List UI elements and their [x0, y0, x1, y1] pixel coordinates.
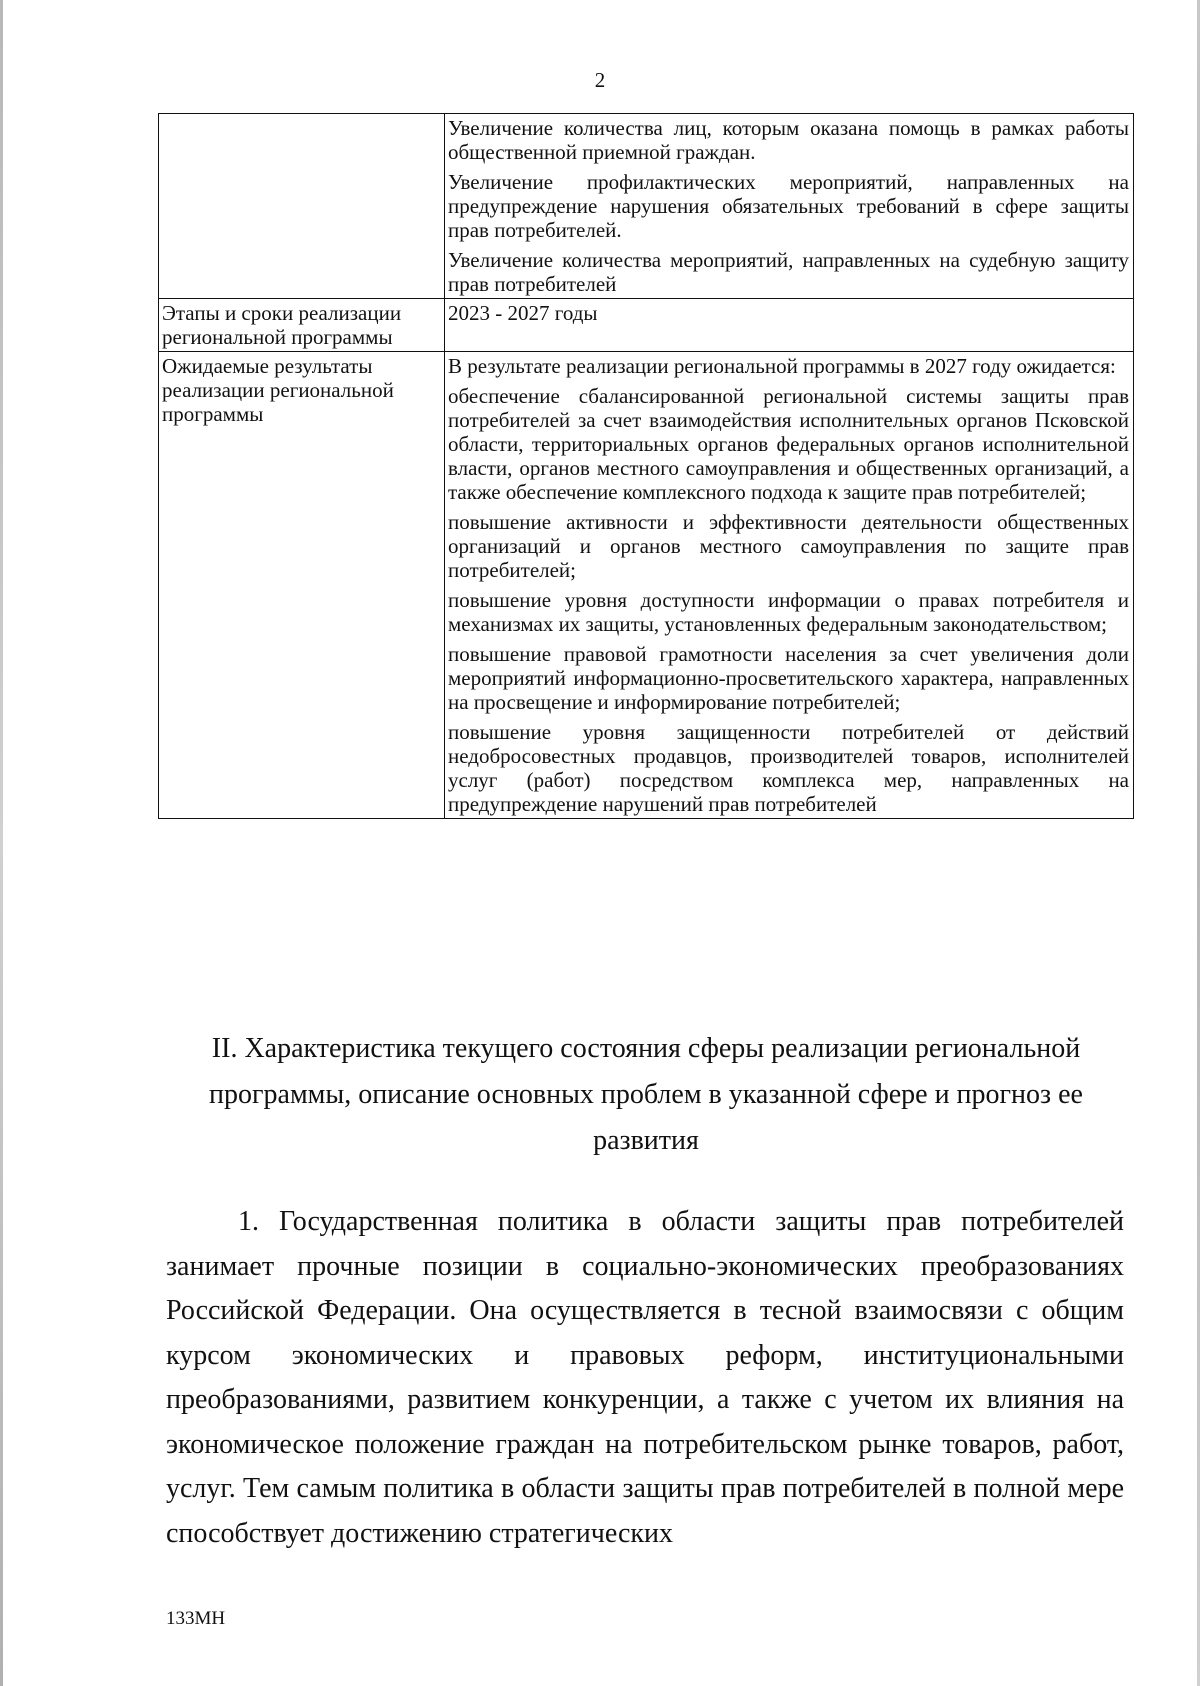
table-row	[159, 299, 1134, 352]
cell-paragraph: повышение уровня защищенности потребителей от действий недобросовестных продавцов, производителей товаров, исполнителей услуг (работ) посредством комплекса мер, направленных на предупреждение нарушений прав потребителей	[448, 720, 1129, 816]
cell-paragraph: В результате реализации региональной программы в 2027 году ожидается:	[448, 354, 1116, 378]
cell-paragraph: Увеличение количества мероприятий, направленных на судебную защиту прав потребителей	[448, 248, 1129, 296]
cell-paragraph: обеспечение сбалансированной региональной системы защиты прав потребителей за счет взаимодействия исполнительных органов Псковской области, территориальных органов федеральных органов исполнительной власти, органов местного самоуправления и общественных организаций, а также обеспечение комплексного подхода к защите прав потребителей;	[448, 384, 1129, 504]
section-heading: II. Характеристика текущего состояния сферы реализации региональной программы, описание основных проблем в указанной сфере и прогноз ее развития	[209, 1033, 1083, 1156]
cell-paragraph: повышение правовой грамотности населения за счет увеличения доли мероприятий информационно-просветительского характера, направленных на просвещение и информирование потребителей;	[448, 642, 1129, 714]
cell-paragraph: Увеличение количества лиц, которым оказана помощь в рамках работы общественной приемной граждан.	[448, 116, 1129, 164]
row-label: Этапы и сроки реализации региональной программы	[159, 299, 445, 352]
row-label: Ожидаемые результаты реализации региональной программы	[159, 352, 445, 819]
row-content	[445, 299, 1134, 352]
document-code: 133МН	[166, 1608, 226, 1629]
cell-paragraph: повышение уровня доступности информации о правах потребителя и механизмах их защиты, установленных федеральным законодательством;	[448, 588, 1129, 636]
row-label	[159, 114, 445, 299]
row-content	[445, 352, 1134, 819]
table-row	[159, 114, 1134, 299]
table-row	[159, 352, 1134, 819]
scan-left-edge	[0, 0, 3, 1686]
cell-paragraph: Увеличение профилактических мероприятий, направленных на предупреждение нарушения обязательных требований в сфере защиты прав потребителей.	[448, 170, 1129, 242]
row-content	[445, 114, 1134, 299]
program-passport-table	[158, 113, 1134, 819]
body-paragraph: 1. Государственная политика в области защиты прав потребителей занимает прочные позиции в социально-экономических преобразованиях Российской Федерации. Она осуществляется в тесной взаимосвязи с общим курсом экономических и правовых реформ, институциональными преобразованиями, развитием конкуренции, а также с учетом их влияния на экономическое положение граждан на потребительском рынке товаров, работ, услуг. Тем самым политика в области защиты прав потребителей в полной мере способствует достижению стратегических	[166, 1206, 1124, 1549]
page-number: 2	[594, 68, 606, 92]
cell-paragraph: 2023 - 2027 годы	[448, 301, 598, 325]
cell-paragraph: повышение активности и эффективности деятельности общественных организаций и органов местного самоуправления по защите прав потребителей;	[448, 510, 1129, 582]
